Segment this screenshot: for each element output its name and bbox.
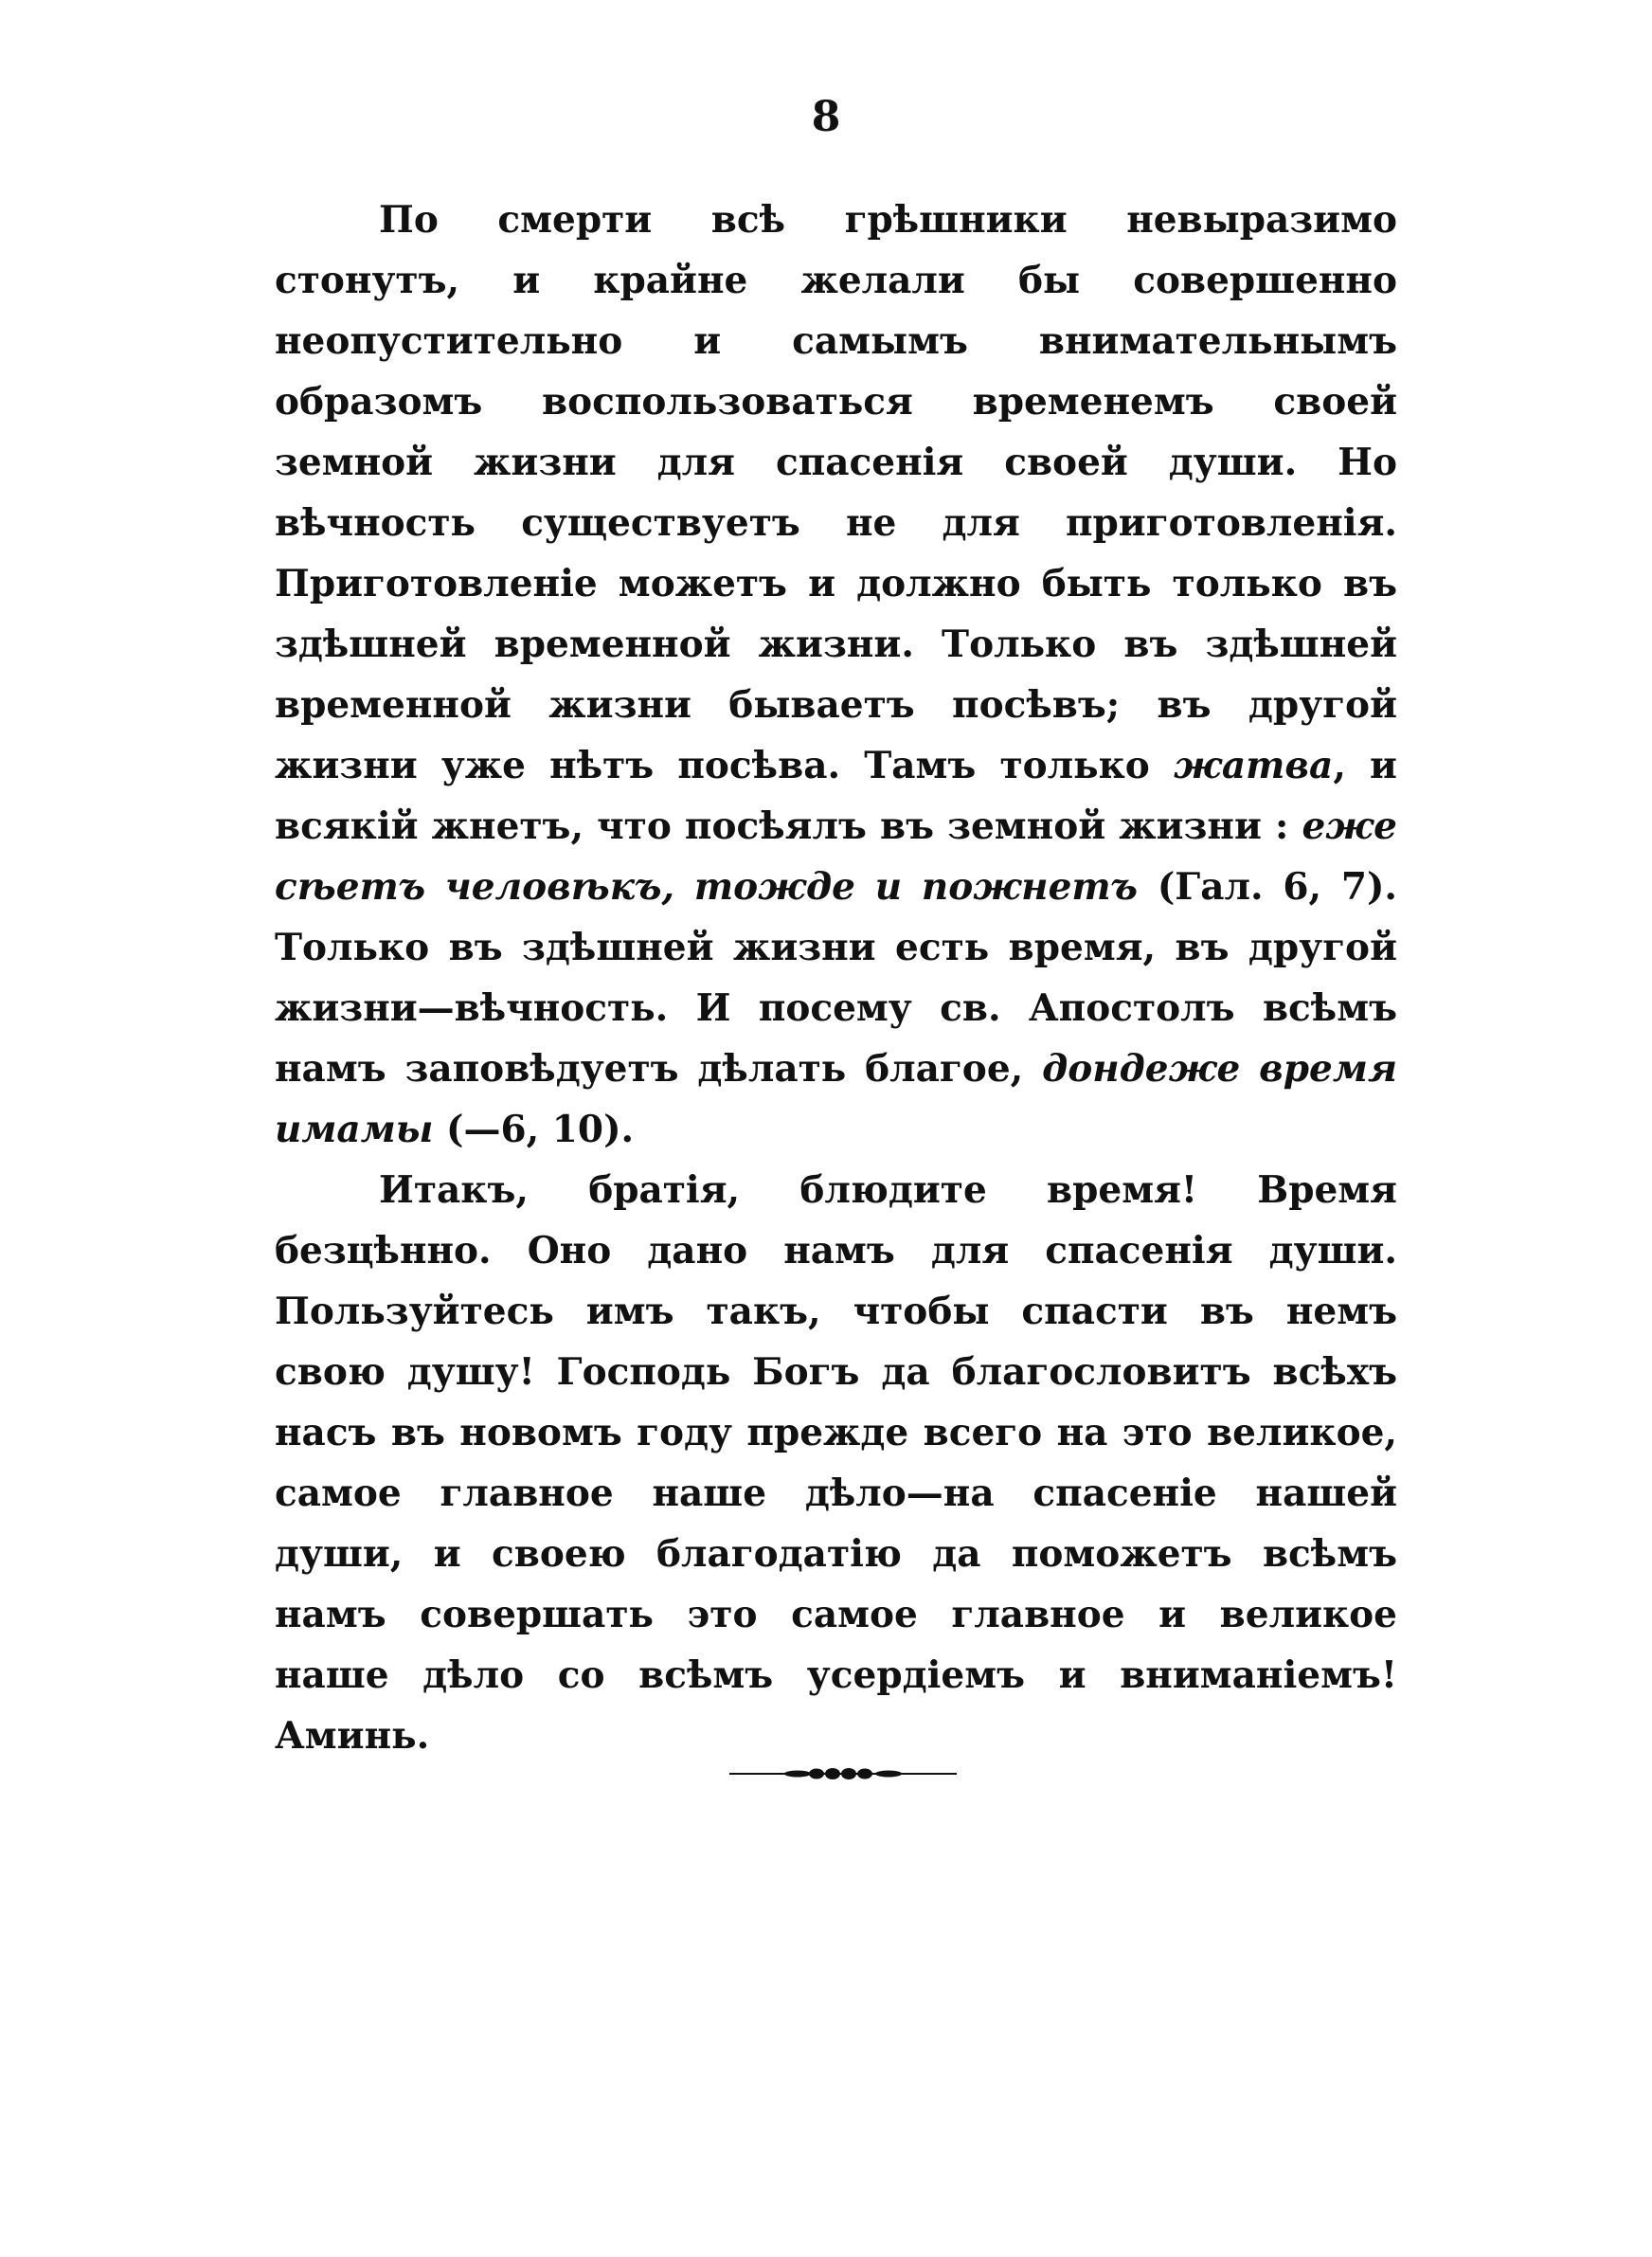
italic-quote: еже сѣетъ человѣкъ, тожде и пожнетъ	[275, 804, 1397, 909]
paragraph-text: (—6, 10).	[433, 1108, 635, 1151]
page-number: 8	[811, 93, 841, 141]
italic-quote: дондеже время имамы	[275, 1047, 1397, 1151]
paragraph-text: Итакъ, братія, блюдите время! Время безцѣнно. Оно дано намъ для спасенія души. Пользуйтесь имъ такъ, чтобы спасти въ немъ свою душу! Господь Богъ да благословитъ всѣхъ насъ въ новомъ году прежде всего на это великое, самое главное наше дѣло—на спасеніе нашей души, и своею благодатію да поможетъ всѣмъ намъ совершать это самое главное и великое наше дѣло со всѣмъ усердіемъ и вниманіемъ! Аминь.	[275, 1168, 1397, 1758]
italic-quote: жатва	[1173, 744, 1334, 787]
paragraph-text: , и всякій жнетъ, что посѣялъ въ земной жизни :	[275, 744, 1397, 848]
paragraph-text: По смерти всѣ грѣшники невыразимо стонутъ, и крайне желали бы совершенно неопустительно и самымъ внимательнымъ образомъ воспользоваться временемъ своей земной жизни для спасенія своей души. Но вѣчность существуетъ не для приготовленія. Приготовленіе можетъ и должно быть только въ здѣшней временной жизни. Только въ здѣшней временной жизни бываетъ посѣвъ; въ другой жизни уже нѣтъ посѣва. Тамъ только	[275, 198, 1397, 787]
paragraph-1	[275, 190, 1397, 1160]
paragraph-text: (Гал. 6, 7). Только въ здѣшней жизни есть время, въ другой жизни—вѣчность. И посему св. Апостолъ всѣмъ намъ заповѣдуетъ дѣлать благое,	[275, 865, 1397, 1091]
text-block	[275, 190, 1397, 1766]
ornament-divider	[729, 1764, 957, 1783]
paragraph-2	[275, 1160, 1397, 1766]
